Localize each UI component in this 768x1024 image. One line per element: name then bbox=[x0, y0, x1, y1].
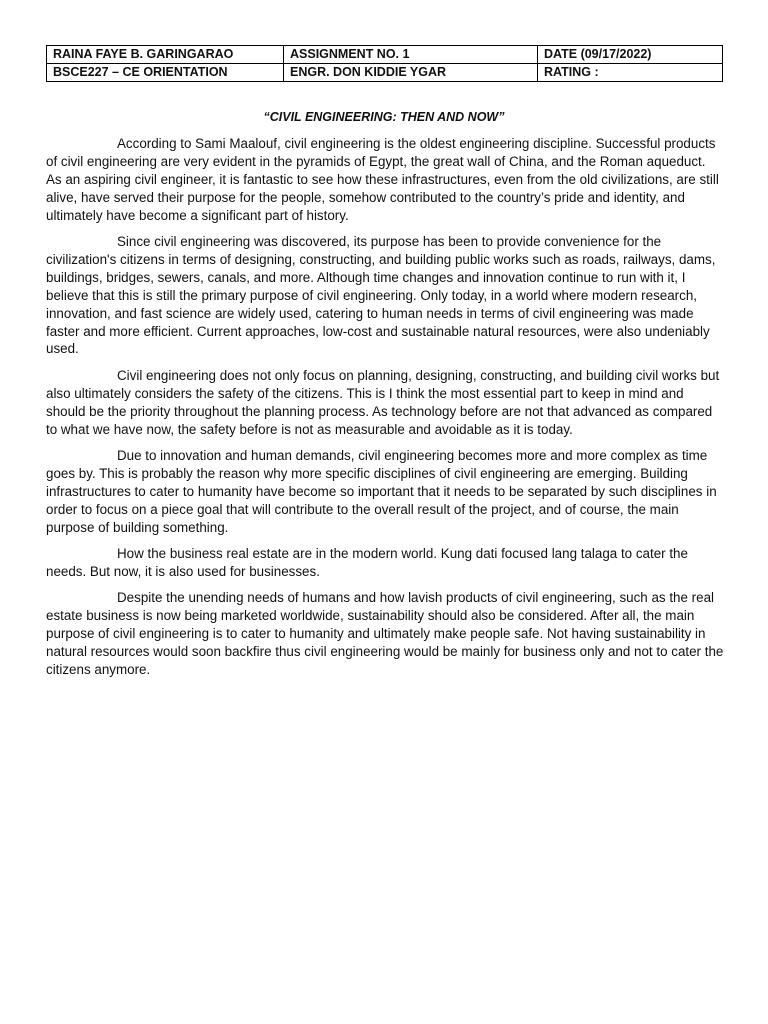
essay-body bbox=[46, 135, 724, 687]
rating-cell: RATING : bbox=[538, 64, 723, 82]
essay-paragraph: Since civil engineering was discovered, its purpose has been to provide convenience for the civilization's citizens in terms of designing, constructing, and building public works such as roads, railways, dams, buildings, bridges, sewers, canals, and more. Although time changes and innovation continue to run with it, I believe that this is still the primary purpose of civil engineering. Only today, in a world where modern research, innovation, and fast science are widely used, catering to human needs in terms of civil engineering was made faster and more efficient. Current approaches, low-cost and sustainable natural resources, were also undeniably used. bbox=[46, 234, 716, 357]
assignment-number-cell: ASSIGNMENT NO. 1 bbox=[284, 46, 538, 64]
date-cell: DATE (09/17/2022) bbox=[538, 46, 723, 64]
essay-paragraph: How the business real estate are in the modern world. Kung dati focused lang talaga to cater the needs. But now, it is also used for businesses. bbox=[46, 546, 688, 579]
essay-title: “CIVIL ENGINEERING: THEN AND NOW” bbox=[263, 110, 505, 124]
header-row bbox=[47, 64, 723, 82]
header-table bbox=[46, 45, 723, 82]
header-row bbox=[47, 46, 723, 64]
essay-paragraph: Despite the unending needs of humans and how lavish products of civil engineering, such as the real estate business is now being marketed worldwide, sustainability should also be considered. After all, the main purpose of civil engineering is to cater to humanity and ultimately make people safe. Not having sustainability in natural resources would soon backfire thus civil engineering would be mainly for business only and not to cater the citizens anymore. bbox=[46, 590, 724, 677]
course-cell: BSCE227 – CE ORIENTATION bbox=[47, 64, 284, 82]
instructor-cell: ENGR. DON KIDDIE YGAR bbox=[284, 64, 538, 82]
essay-paragraph: According to Sami Maalouf, civil engineering is the oldest engineering discipline. Successful products of civil engineering are very evident in the pyramids of Egypt, the great wall of China, and the Roman aqueduct. As an aspiring civil engineer, it is fantastic to see how these infrastructures, even from the old civilizations, are still alive, have served their purpose for the people, somehow contributed to the country’s pride and identity, and ultimately have become a significant part of history. bbox=[46, 136, 719, 223]
student-name-cell: RAINA FAYE B. GARINGARAO bbox=[47, 46, 284, 64]
essay-paragraph: Due to innovation and human demands, civil engineering becomes more and more complex as time goes by. This is probably the reason why more specific disciplines of civil engineering are emerging. Building infrastructures to cater to humanity have become so important that it needs to be separated by such disciplines in order to focus on a piece goal that will contribute to the overall result of the project, and of course, the main purpose of building something. bbox=[46, 448, 717, 535]
essay-paragraph: Civil engineering does not only focus on planning, designing, constructing, and building civil works but also ultimately considers the safety of the citizens. This is I think the most essential part to keep in mind and should be the priority throughout the planning process. As technology before are not that advanced as compared to what we have now, the safety before is not as measurable and avoidable as it is today. bbox=[46, 367, 720, 437]
